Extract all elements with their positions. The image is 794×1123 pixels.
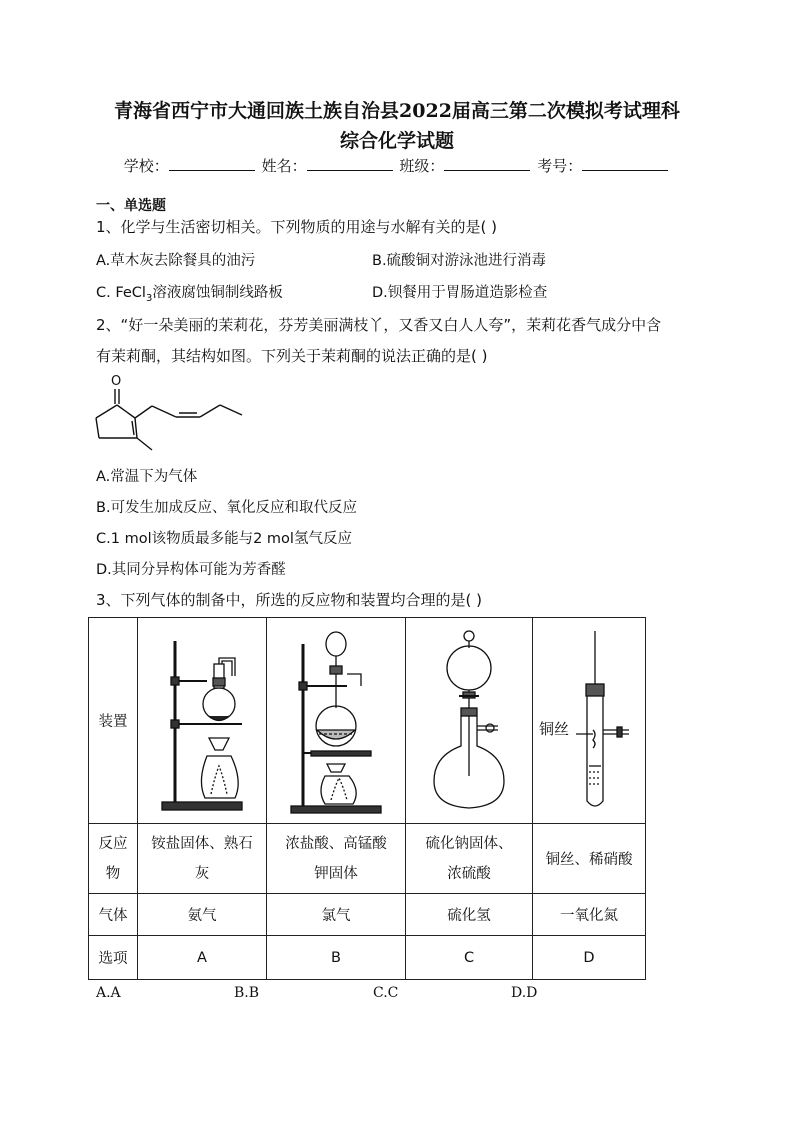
gas-b: 氯气 (267, 894, 406, 936)
q3-answer-d[interactable]: D.D (511, 985, 538, 1001)
reactant-c-line2: 浓硫酸 (447, 865, 491, 882)
option-b: B (267, 936, 406, 980)
reactant-b-line1: 浓盐酸、高锰酸 (285, 835, 387, 852)
apparatus-b-image (281, 626, 391, 816)
q1-c-subscript: 3 (145, 292, 153, 304)
apparatus-a-image (147, 626, 257, 816)
q1-option-b[interactable]: B.硫酸铜对游泳池进行消毒 (372, 253, 547, 269)
name-blank[interactable] (307, 158, 393, 171)
apparatus-d-image (533, 626, 645, 816)
apparatus-c-image (414, 626, 524, 816)
exam-title-line1: 青海省西宁市大通回族土族自治县2022届高三第二次模拟考试理科 (114, 100, 680, 122)
exam-title-line2: 综合化学试题 (339, 130, 454, 152)
reactant-a (138, 824, 267, 894)
row-label-option: 选项 (89, 936, 138, 980)
q2-option-a[interactable]: A.常温下为气体 (96, 469, 198, 485)
copper-wire-label: 铜丝 (539, 719, 570, 738)
row-label-device: 装置 (89, 618, 138, 824)
name-label: 姓名： (261, 157, 307, 175)
reactant-a-line2: 灰 (194, 865, 210, 882)
apparatus-c-cell (406, 618, 533, 824)
exam-no-label: 考号： (537, 157, 583, 175)
class-label: 班级： (399, 157, 445, 175)
reactant-a-line1: 铵盐固体、熟石 (151, 835, 253, 852)
reactant-label-line2: 物 (105, 865, 121, 882)
q2-stem-line2: 有茉莉酮，其结构如图。下列关于茉莉酮的说法正确的是( ) (96, 347, 488, 365)
reactant-b-line2: 钾固体 (314, 865, 358, 882)
q1-option-c[interactable] (96, 281, 283, 304)
q1-option-d[interactable]: D.钡餐用于胃肠道造影检查 (372, 285, 548, 301)
q2-stem-line1: 2、“好一朵美丽的茉莉花，芬芳美丽满枝丫，又香又白人人夸”，茉莉花香气成分中含 (96, 316, 662, 334)
reactant-c-line1: 硫化钠固体、 (425, 835, 513, 852)
q3-table (88, 617, 646, 980)
apparatus-a-cell (138, 618, 267, 824)
q3-answer-c[interactable]: C.C (373, 985, 399, 1001)
jasmone-structure (90, 368, 260, 458)
q1-c-prefix: C. FeCl (96, 285, 146, 301)
q3-stem: 3、下列气体的制备中，所选的反应物和装置均合理的是( ) (96, 591, 483, 609)
school-label: 学校： (123, 157, 169, 175)
reactant-c (406, 824, 533, 894)
q1-c-text: 溶液腐蚀铜制线路板 (152, 285, 283, 301)
apparatus-d-cell (533, 618, 646, 824)
school-blank[interactable] (169, 158, 255, 171)
q3-answer-a[interactable]: A.A (96, 985, 121, 1001)
q1-stem: 1、化学与生活密切相关。下列物质的用途与水解有关的是( ) (96, 218, 498, 236)
gas-a: 氨气 (138, 894, 267, 936)
option-a: A (138, 936, 267, 980)
reactant-label-line1: 反应 (98, 835, 128, 852)
gas-c: 硫化氢 (406, 894, 533, 936)
gas-d: 一氧化氮 (533, 894, 646, 936)
reactant-d: 铜丝、稀硝酸 (533, 824, 646, 894)
section-heading: 一、单选题 (96, 198, 166, 214)
q3-answer-b[interactable]: B.B (234, 985, 260, 1001)
option-d: D (533, 936, 646, 980)
class-blank[interactable] (444, 158, 530, 171)
student-info-line (0, 155, 794, 176)
atom-o-label: O (111, 374, 122, 389)
reactant-b (267, 824, 406, 894)
q2-option-d[interactable]: D.其同分异构体可能为芳香醛 (96, 562, 286, 578)
row-label-gas: 气体 (89, 894, 138, 936)
exam-no-blank[interactable] (582, 158, 668, 171)
apparatus-b-cell (267, 618, 406, 824)
q2-option-b[interactable]: B.可发生加成反应、氧化反应和取代反应 (96, 500, 358, 516)
row-label-reactant (89, 824, 138, 894)
q1-option-a[interactable]: A.草木灰去除餐具的油污 (96, 253, 256, 269)
q2-option-c[interactable]: C.1 mol该物质最多能与2 mol氢气反应 (96, 531, 352, 547)
option-c: C (406, 936, 533, 980)
